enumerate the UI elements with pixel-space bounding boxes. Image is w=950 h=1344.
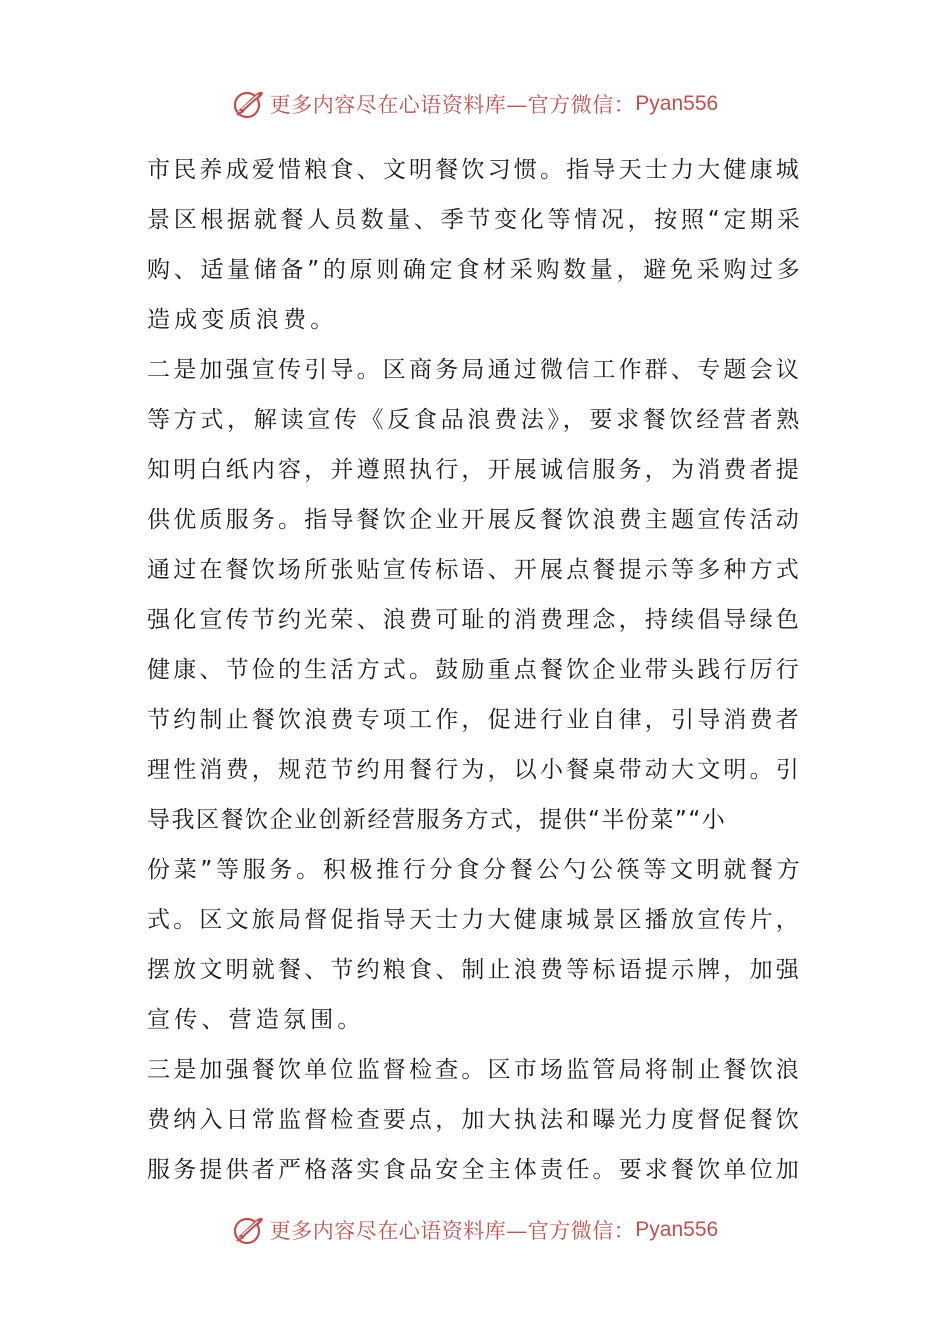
footer-banner-wechat-id: Pyan556 xyxy=(635,1218,719,1241)
section-heading-line: 二是加强宣传引导。区商务局通过微信工作群、专题会议 xyxy=(147,357,802,383)
body-line: 导我区餐饮企业创新经营服务方式，提供“半份菜”“小 xyxy=(147,807,727,833)
feather-pen-logo-icon xyxy=(232,1213,266,1247)
body-line: 健康、节俭的生活方式。鼓励重点餐饮企业带头践行厉行 xyxy=(147,657,802,683)
document-body xyxy=(147,145,807,1195)
body-line: 节约制止餐饮浪费专项工作，促进行业自律，引导消费者 xyxy=(147,707,802,733)
body-line: 宣传、营造氛围。 xyxy=(147,1007,365,1033)
body-line: 服务提供者严格落实食品安全主体责任。要求餐饮单位加 xyxy=(147,1157,802,1183)
body-line: 式。区文旅局督促指导天士力大健康城景区播放宣传片， xyxy=(147,907,802,933)
header-banner-text: 更多内容尽在心语资料库—官方微信： xyxy=(269,93,636,117)
header-banner xyxy=(0,84,950,124)
footer-banner-text: 更多内容尽在心语资料库—官方微信： xyxy=(269,1219,636,1243)
header-banner-wechat-id: Pyan556 xyxy=(635,92,719,115)
body-line: 理性消费，规范节约用餐行为，以小餐桌带动大文明。引 xyxy=(147,757,802,783)
body-line: 份菜”等服务。积极推行分食分餐公勺公筷等文明就餐方 xyxy=(147,857,804,883)
body-line: 市民养成爱惜粮食、文明餐饮习惯。指导天士力大健康城 xyxy=(147,157,802,183)
body-line: 供优质服务。指导餐饮企业开展反餐饮浪费主题宣传活动 xyxy=(147,507,802,533)
body-line: 等方式，解读宣传《反食品浪费法》，要求餐饮经营者熟 xyxy=(147,407,803,433)
feather-pen-logo-icon xyxy=(232,87,266,121)
body-line: 摆放文明就餐、节约粮食、制止浪费等标语提示牌，加强 xyxy=(147,957,802,983)
body-line: 景区根据就餐人员数量、季节变化等情况，按照“定期采 xyxy=(147,207,804,233)
body-line: 费纳入日常监督检查要点，加大执法和曝光力度督促餐饮 xyxy=(147,1107,802,1133)
section-heading-line: 三是加强餐饮单位监督检查。区市场监管局将制止餐饮浪 xyxy=(147,1057,802,1083)
body-line: 强化宣传节约光荣、浪费可耻的消费理念，持续倡导绿色 xyxy=(147,607,802,633)
body-line: 购、适量储备”的原则确定食材采购数量，避免采购过多 xyxy=(147,257,804,283)
body-line: 通过在餐饮场所张贴宣传标语、开展点餐提示等多种方式 xyxy=(147,557,802,583)
footer-banner xyxy=(0,1210,950,1250)
body-line: 知明白纸内容，并遵照执行，开展诚信服务，为消费者提 xyxy=(147,457,802,483)
body-line: 造成变质浪费。 xyxy=(147,307,338,333)
